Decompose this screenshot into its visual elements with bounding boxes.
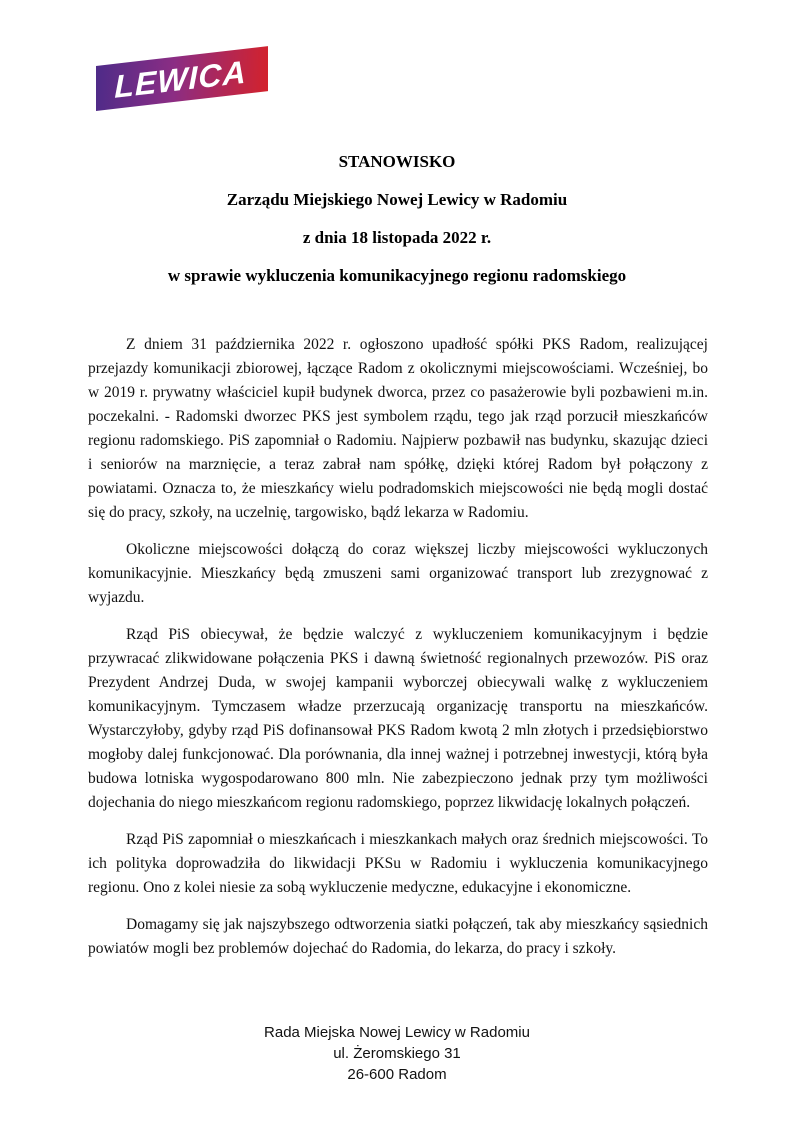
title-line-date: z dnia 18 listopada 2022 r.: [302, 228, 492, 247]
title-line-stanowisko: STANOWISKO: [338, 152, 456, 171]
footer-street-address: ul. Żeromskiego 31: [333, 1045, 461, 1062]
footer-postal-city: 26-600 Radom: [347, 1066, 447, 1083]
document-title-block: [60, 153, 734, 305]
body-paragraph: Domagamy się jak najszybszego odtworzenia siatki połączeń, tak aby mieszkańcy sąsiednich powiatów mogli bez problemów dojechać do Radomia, do lekarza, do pracy i szkoły.: [88, 916, 708, 957]
footer-organization: Rada Miejska Nowej Lewicy w Radomiu: [264, 1024, 530, 1041]
body-paragraph: Okoliczne miejscowości dołączą do coraz większej liczby miejscowości wykluczonych komunikacyjnie. Mieszkańcy będą zmuszeni sami organizować transport lub zrezygnować z wyjazdu.: [88, 541, 708, 606]
lewica-logo-text: LEWICA: [114, 53, 247, 105]
body-paragraph: Rząd PiS obiecywał, że będzie walczyć z wykluczeniem komunikacyjnym i będzie przywracać zlikwidowane połączenia PKS i dawną świetność regionalnych przewozów. PiS oraz Prezydent Andrzej Duda, w swojej kampanii wyborczej obiecywali walkę z wykluczeniem komunikacyjnym. Tymczasem władze przerzucają organizację transportu na mieszkańców. Wystarczyłoby, gdyby rząd PiS dofinansował PKS Radom kwotą 2 mln złotych i przedsiębiorstwo mogłoby dalej funkcjonować. Dla porównania, dla innej ważnej i potrzebnej inwestycji, którą była budowa lotniska wygospodarowano 800 mln. Nie zabezpieczono jednak przy tym możliwości dojechania do niego mieszkańcom regionu radomskiego, poprzez likwidację lokalnych połączeń.: [88, 626, 708, 811]
body-paragraph: Z dniem 31 października 2022 r. ogłoszono upadłość spółki PKS Radom, realizującej przejazdy komunikacji zbiorowej, łączące Radom z okolicznymi miejscowościami. Wcześniej, bo w 2019 r. prywatny właściciel kupił budynek dworca, przez co pasażerowie byli pozbawieni m.in. poczekalni. - Radomski dworzec PKS jest symbolem rządu, tego jak rząd porzucił mieszkańców regionu radomskiego. PiS zapomniał o Radomiu. Najpierw pozbawił nas budynku, skazując dzieci i seniorów na marznięcie, a teraz zabrał nam spółkę, dzięki której Radom był połączony z powiatami. Oznacza to, że mieszkańcy wielu podradomskich miejscowości nie będą mogli dostać się do pracy, szkoły, na uczelnię, targowisko, bądź lekarza w Radomiu.: [88, 336, 708, 521]
title-line-subject: w sprawie wykluczenia komunikacyjnego regionu radomskiego: [167, 266, 627, 285]
document-footer: [0, 1022, 794, 1085]
document-body: [88, 333, 708, 974]
lewica-logo: [96, 46, 268, 111]
title-line-issuer: Zarządu Miejskiego Nowej Lewicy w Radomiu: [226, 190, 568, 209]
body-paragraph: Rząd PiS zapomniał o mieszkańcach i mieszkankach małych oraz średnich miejscowości. To ich polityka doprowadziła do likwidacji PKSu w Radomiu i wykluczenia komunikacyjnego regionu. Ono z kolei niesie za sobą wykluczenie medyczne, edukacyjne i ekonomiczne.: [88, 831, 708, 896]
